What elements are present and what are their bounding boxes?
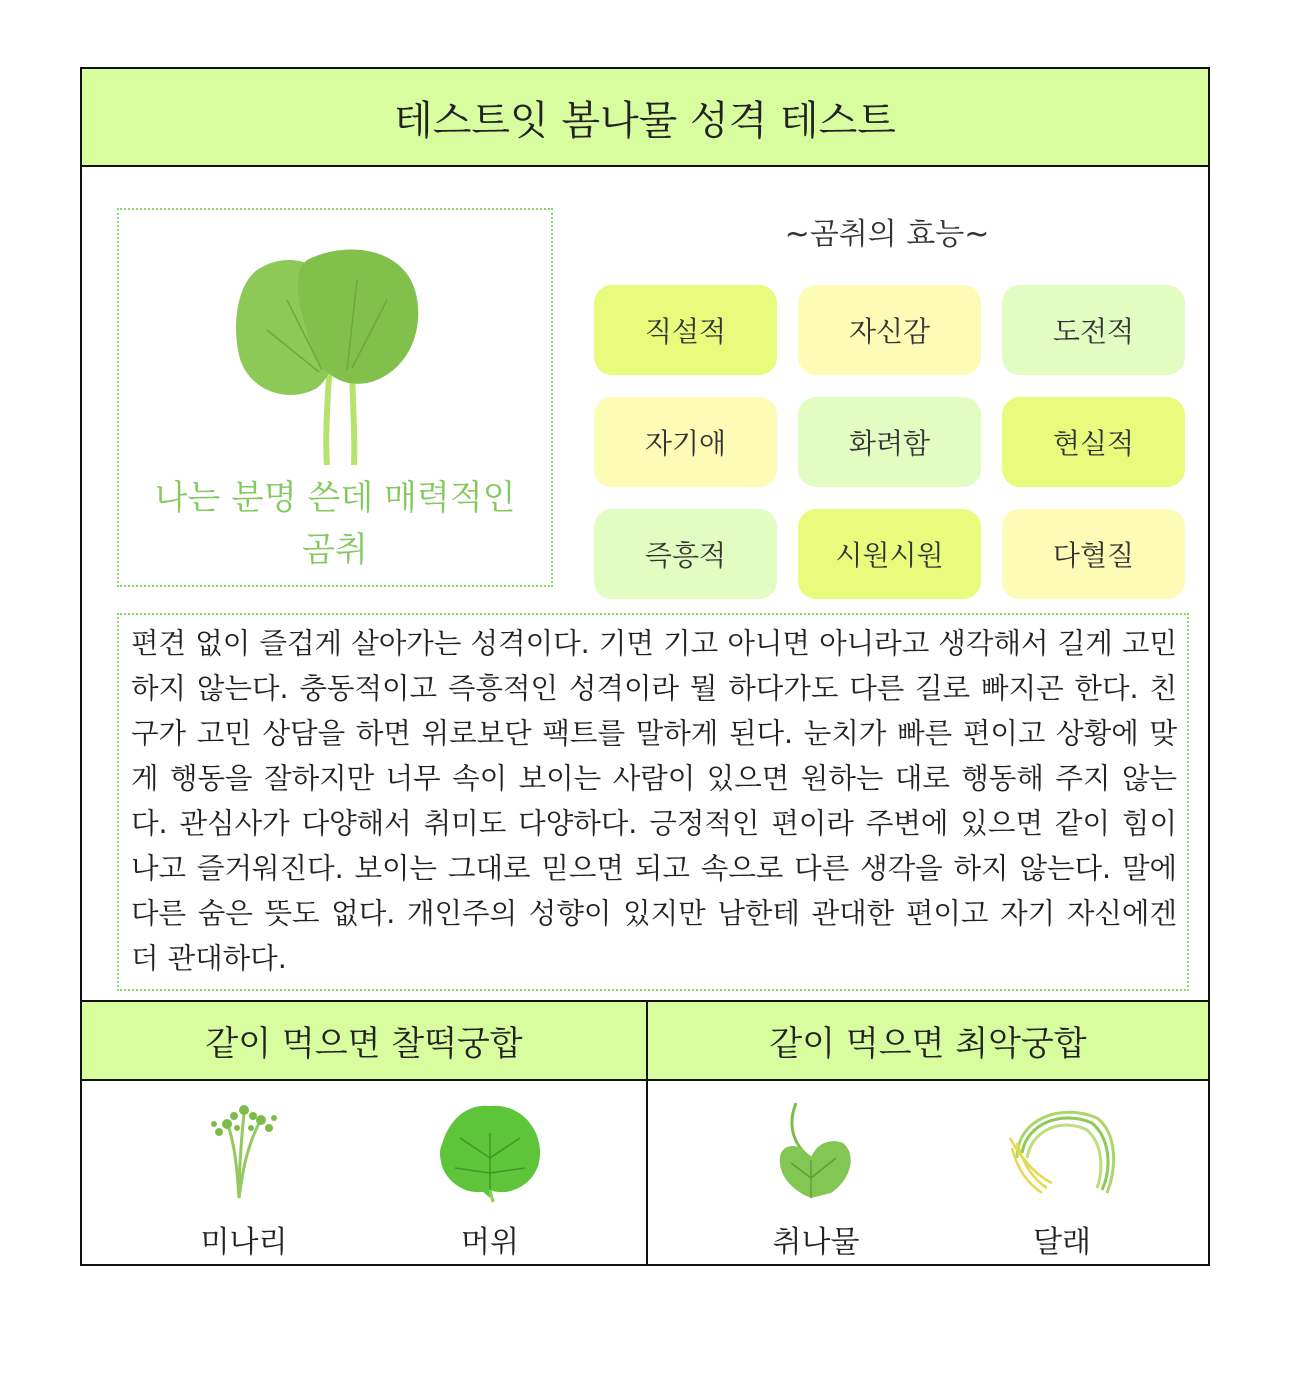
trait-badge: 시원시원 bbox=[798, 509, 981, 599]
trait-badge: 현실적 bbox=[1002, 397, 1185, 487]
hero-panel bbox=[117, 208, 553, 587]
meowi-leaf-icon bbox=[435, 1098, 545, 1203]
plant-name: 취나물 bbox=[772, 1225, 860, 1260]
traits-title: ~곰취의 효능~ bbox=[784, 217, 990, 252]
plant-name: 달래 bbox=[1033, 1225, 1091, 1260]
good-match-plant bbox=[174, 1098, 314, 1261]
trait-badge: 도전적 bbox=[1002, 285, 1185, 375]
trait-badge: 화려함 bbox=[798, 397, 981, 487]
bad-match-title: 같이 먹으면 최악궁합 bbox=[648, 1002, 1208, 1081]
personality-description: 편견 없이 즐겁게 살아가는 성격이다. 기면 기고 아니면 아니라고 생각해서 길게 고민하지 않는다. 충동적이고 즉흥적인 성격이라 뭘 하다가도 다른 길로 빠지곤 한다. 친구가 고민 상담을 하면 위로보단 팩트를 말하게 된다. 눈치가 빠른 편이고 상황에 맞게 행동을 잘하지만 너무 속이 보이는 사람이 있으면 원하는 대로 행동해 주지 않는다. 관심사가 다양해서 취미도 다양하다. 긍정적인 편이라 주변에 있으면 같이 힘이 나고 즐거워진다. 보이는 그대로 믿으면 되고 속으로 다른 생각을 하지 않는다. 말에 다른 숨은 뜻도 없다. 개인주의 성향이 있지만 남한테 관대한 편이고 자기 자신에겐 더 관대하다. bbox=[117, 613, 1189, 991]
hero-caption-line1: 나는 분명 쓴데 매력적인 bbox=[154, 478, 516, 518]
bad-match-plant bbox=[992, 1098, 1132, 1261]
bad-match-column bbox=[648, 1002, 1208, 1266]
hero-caption-line2: 곰취 bbox=[302, 530, 368, 570]
minari-icon bbox=[199, 1098, 289, 1203]
trait-badge: 자기애 bbox=[594, 397, 777, 487]
page-title: 테스트잇 봄나물 성격 테스트 bbox=[82, 69, 1208, 167]
trait-badge: 다혈질 bbox=[1002, 509, 1185, 599]
good-match-plant bbox=[420, 1098, 560, 1261]
compatibility-section bbox=[82, 1000, 1208, 1266]
good-match-title: 같이 먹으면 찰떡궁합 bbox=[82, 1002, 646, 1081]
dallae-icon bbox=[1002, 1098, 1122, 1203]
good-match-column bbox=[82, 1002, 648, 1266]
bad-match-plant bbox=[746, 1098, 886, 1261]
plant-name: 머위 bbox=[461, 1225, 519, 1260]
hero-caption bbox=[119, 472, 551, 576]
chwinamul-icon bbox=[771, 1098, 861, 1203]
trait-badge: 자신감 bbox=[798, 285, 981, 375]
result-card bbox=[80, 67, 1210, 1266]
trait-badge: 즉흥적 bbox=[594, 509, 777, 599]
gomchwi-leaf-icon bbox=[227, 240, 447, 470]
plant-name: 미나리 bbox=[200, 1225, 288, 1260]
trait-badge: 직설적 bbox=[594, 285, 777, 375]
